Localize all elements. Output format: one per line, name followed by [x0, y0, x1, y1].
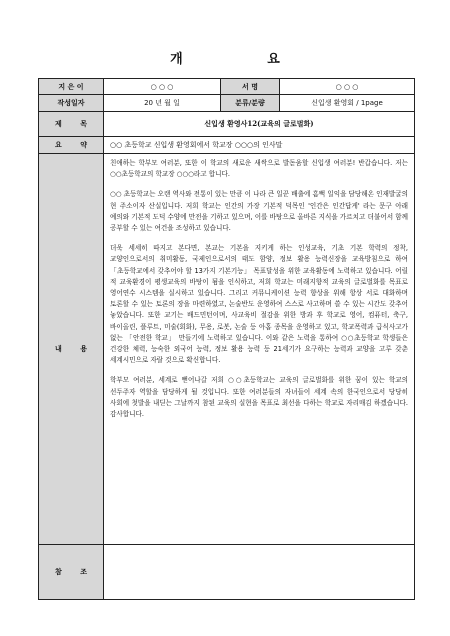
- reviewer-label: 서 명: [221, 79, 280, 95]
- date-label: 작성일자: [39, 95, 104, 112]
- body-row: [39, 154, 415, 545]
- body-label: 내 용: [39, 154, 104, 545]
- reference-label: 참 조: [39, 545, 104, 600]
- body-paragraph: 친애하는 학부모 여러분, 또한 이 학교의 새로운 새싹으로 발돋움할 신입생 여러분! 반갑습니다. 저는 ○○초등학교의 학교장 ○○○라고 합니다.: [110, 159, 408, 179]
- body-content: [104, 154, 415, 545]
- reviewer-value: ○ ○ ○: [280, 79, 415, 95]
- subject-value: 신입생 환영사12(교육의 글로벌화): [104, 112, 415, 137]
- category-label: 분류/분량: [221, 95, 280, 112]
- author-label: 지 은 이: [39, 79, 104, 95]
- date-row: [39, 95, 415, 112]
- date-value: 20 년 월 일: [104, 95, 221, 112]
- subject-label: 제 목: [39, 112, 104, 137]
- body-paragraph: 학부모 여러분, 세계로 뻗어나갈 저희 ○○초등학교는 교육의 글로벌화를 위한 꿈이 있는 학교의 선두주자 역할을 담당하게 될 것입니다. 또한 여러분들의 자녀들이 세계 속의 한국인으로서 당당히 사회에 첫발을 내딛는 그날까지 참된 교육의 실현을 목표로 최선을 다하는 학교로 자리매김 하겠습니다. 감사합니다.: [110, 376, 408, 419]
- document-form-table: [38, 78, 415, 600]
- reference-value: [104, 545, 415, 600]
- summary-label: 요 약: [39, 137, 104, 154]
- subject-row: [39, 112, 415, 137]
- category-value: 신입생 환영회 / 1page: [280, 95, 415, 112]
- summary-row: [39, 137, 415, 154]
- reference-row: [39, 545, 415, 600]
- author-row: [39, 79, 415, 95]
- document-title: 개 요: [170, 52, 320, 67]
- summary-value: ○○ 초등학교 신입생 환영회에서 학교장 ○○○의 인사말: [104, 137, 415, 154]
- body-paragraph: ○○ 초등학교는 오랜 역사와 전통이 있는 만큼 이 나라 큰 일꾼 배출에 흠뻑 일익을 담당해온 인재발굴의 현 주소이자 산실입니다. 저희 학교는 인간의 가장 기본적 덕목인 '인간은 인간답게' 라는 문구 아래 예의와 기본적 도덕 수양에 만전을 기하고 있으며, 이를 바탕으로 올바른 지식을 가르치고 더불어서 함께 공부할 수 있는 여건을 조성하고 있습니다.: [110, 190, 408, 233]
- author-value: ○ ○ ○: [104, 79, 221, 95]
- body-paragraph: 더욱 세세히 따지고 본다면, 본교는 기본을 지키게 하는 인성교육, 기초 기본 학력의 정착, 교양인으로서의 취미활동, 국제인으로서의 태도 함양, 정보 활용 능력신장을 교육방침으로 하여 「초등학교에서 갖추어야 할 13가지 기본기능」 목표달성을 위한 교육활동에 노력하고 있습니다. 어릴 적 교육환경이 평생교육의 바탕이 됨을 인식하고, 저희 학교는 미래지향적 교육의 글로벌화를 목표로 영어연수 시스템을 실시하고 있습니다. 그리고 커뮤니케이션 능력 향상을 위해 항상 서로 대화하며 토론할 수 있는 토론의 장을 마련하였고, 논술반도 운영하여 스스로 사고하며 쓸 수 있는 시간도 갖추어 놓았습니다. 또한 교기는 배드민턴이며, 사교육비 절감을 위한 방과 후 학교로 영어, 컴퓨터, 축구, 바이올린, 플루트, 미술(회화), 무용, 로봇, 논술 등 아홉 종목을 운영하고 있고, 학교폭력과 급식사고가 없는 「안전한 학교」 만들기에 노력하고 있습니다. 이와 같은 노력을 통하여 ○○초등학교 학생들은 건강한 체력, 능숙한 외국어 능력, 정보 활용 능력 등 21세기가 요구하는 능력과 교양을 고루 갖춘 세계시민으로 자랄 것으로 확신합니다.: [110, 244, 408, 365]
